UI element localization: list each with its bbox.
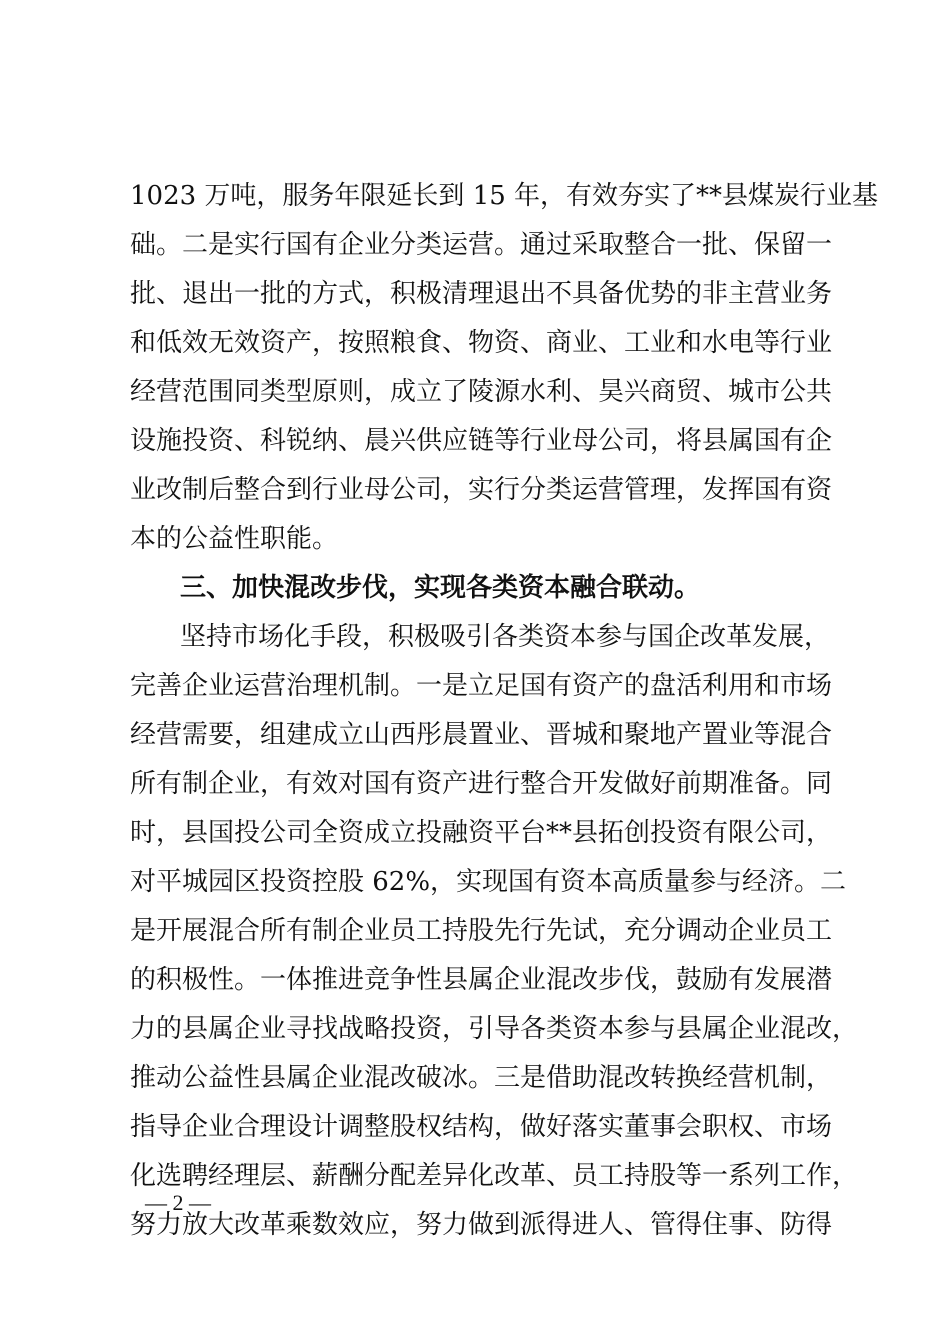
text-line: 经营需要，组建成立山西彤晨置业、晋城和聚地产置业等混合 (130, 720, 833, 750)
text-line: 础。二是实行国有企业分类运营。通过采取整合一批、保留一 (130, 230, 833, 260)
text-line: 是开展混合所有制企业员工持股先行先试，充分调动企业员工 (130, 916, 833, 946)
text-line: 对平城园区投资控股 62%，实现国有资本高质量参与经济。二 (130, 867, 847, 897)
text-line: 完善企业运营治理机制。一是立足国有资产的盘活利用和市场 (130, 671, 833, 701)
text-line: 本的公益性职能。 (130, 524, 339, 554)
text-line: 力的县属企业寻找战略投资，引导各类资本参与县属企业混改， (130, 1014, 859, 1044)
text-line: 化选聘经理层、薪酬分配差异化改革、员工持股等一系列工作， (130, 1161, 859, 1191)
text-line: 1023 万吨，服务年限延长到 15 年，有效夯实了**县煤炭行业基 (130, 181, 879, 211)
page-number: — 2 — (145, 1190, 211, 1215)
text-line: 和低效无效资产，按照粮食、物资、商业、工业和水电等行业 (130, 328, 833, 358)
text-line: 经营范围同类型原则，成立了陵源水利、昊兴商贸、城市公共 (130, 377, 833, 407)
text-line: 努力放大改革乘数效应，努力做到派得进人、管得住事、防得 (130, 1210, 833, 1240)
text-line: 坚持市场化手段，积极吸引各类资本参与国企改革发展， (180, 622, 831, 652)
text-line: 的积极性。一体推进竞争性县属企业混改步伐，鼓励有发展潜 (130, 965, 833, 995)
text-line: 业改制后整合到行业母公司，实行分类运营管理，发挥国有资 (130, 475, 833, 505)
text-line: 指导企业合理设计调整股权结构，做好落实董事会职权、市场 (130, 1112, 833, 1142)
text-line: 设施投资、科锐纳、晨兴供应链等行业母公司，将县属国有企 (130, 426, 833, 456)
section-heading: 三、加快混改步伐，实现各类资本融合联动。 (180, 573, 701, 603)
text-line: 时，县国投公司全资成立投融资平台**县拓创投资有限公司， (130, 818, 833, 848)
text-line: 推动公益性县属企业混改破冰。三是借助混改转换经营机制， (130, 1063, 833, 1093)
text-line: 所有制企业，有效对国有资产进行整合开发做好前期准备。同 (130, 769, 833, 799)
text-line: 批、退出一批的方式，积极清理退出不具备优势的非主营业务 (130, 279, 833, 309)
